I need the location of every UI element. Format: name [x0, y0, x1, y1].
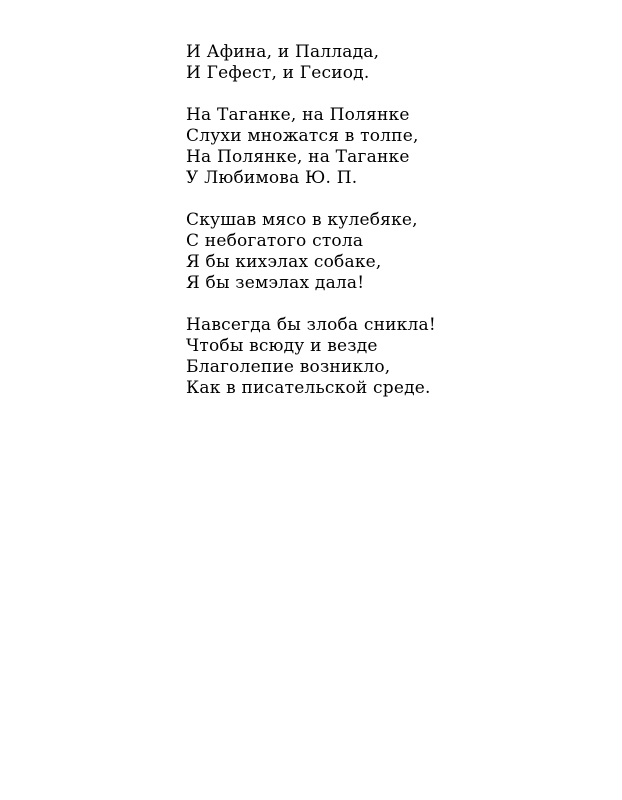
poem-line: С небогатого стола: [186, 231, 364, 251]
stanza-1: [186, 42, 606, 84]
poem-line: Слухи множатся в толпе,: [186, 126, 419, 146]
poem-line: Я бы кихэлах собаке,: [186, 252, 382, 272]
poem-text: [186, 42, 606, 420]
poem-line: У Любимова Ю. П.: [186, 168, 358, 188]
poem-line: Я бы земэлах дала!: [186, 273, 365, 293]
poem-line: На Таганке, на Полянке: [186, 105, 410, 125]
poem-line: На Полянке, на Таганке: [186, 147, 410, 167]
poem-line: Чтобы всюду и везде: [186, 336, 378, 356]
poem-line: И Гефест, и Гесиод.: [186, 63, 370, 83]
poem-line: Благолепие возникло,: [186, 357, 391, 377]
stanza-4: [186, 315, 606, 399]
poem-line: Как в писательской среде.: [186, 378, 431, 398]
poem-line: И Афина, и Паллада,: [186, 42, 380, 62]
poem-line: Навсегда бы злоба сникла!: [186, 315, 436, 335]
poem-line: Скушав мясо в кулебяке,: [186, 210, 418, 230]
stanza-3: [186, 210, 606, 294]
stanza-2: [186, 105, 606, 189]
